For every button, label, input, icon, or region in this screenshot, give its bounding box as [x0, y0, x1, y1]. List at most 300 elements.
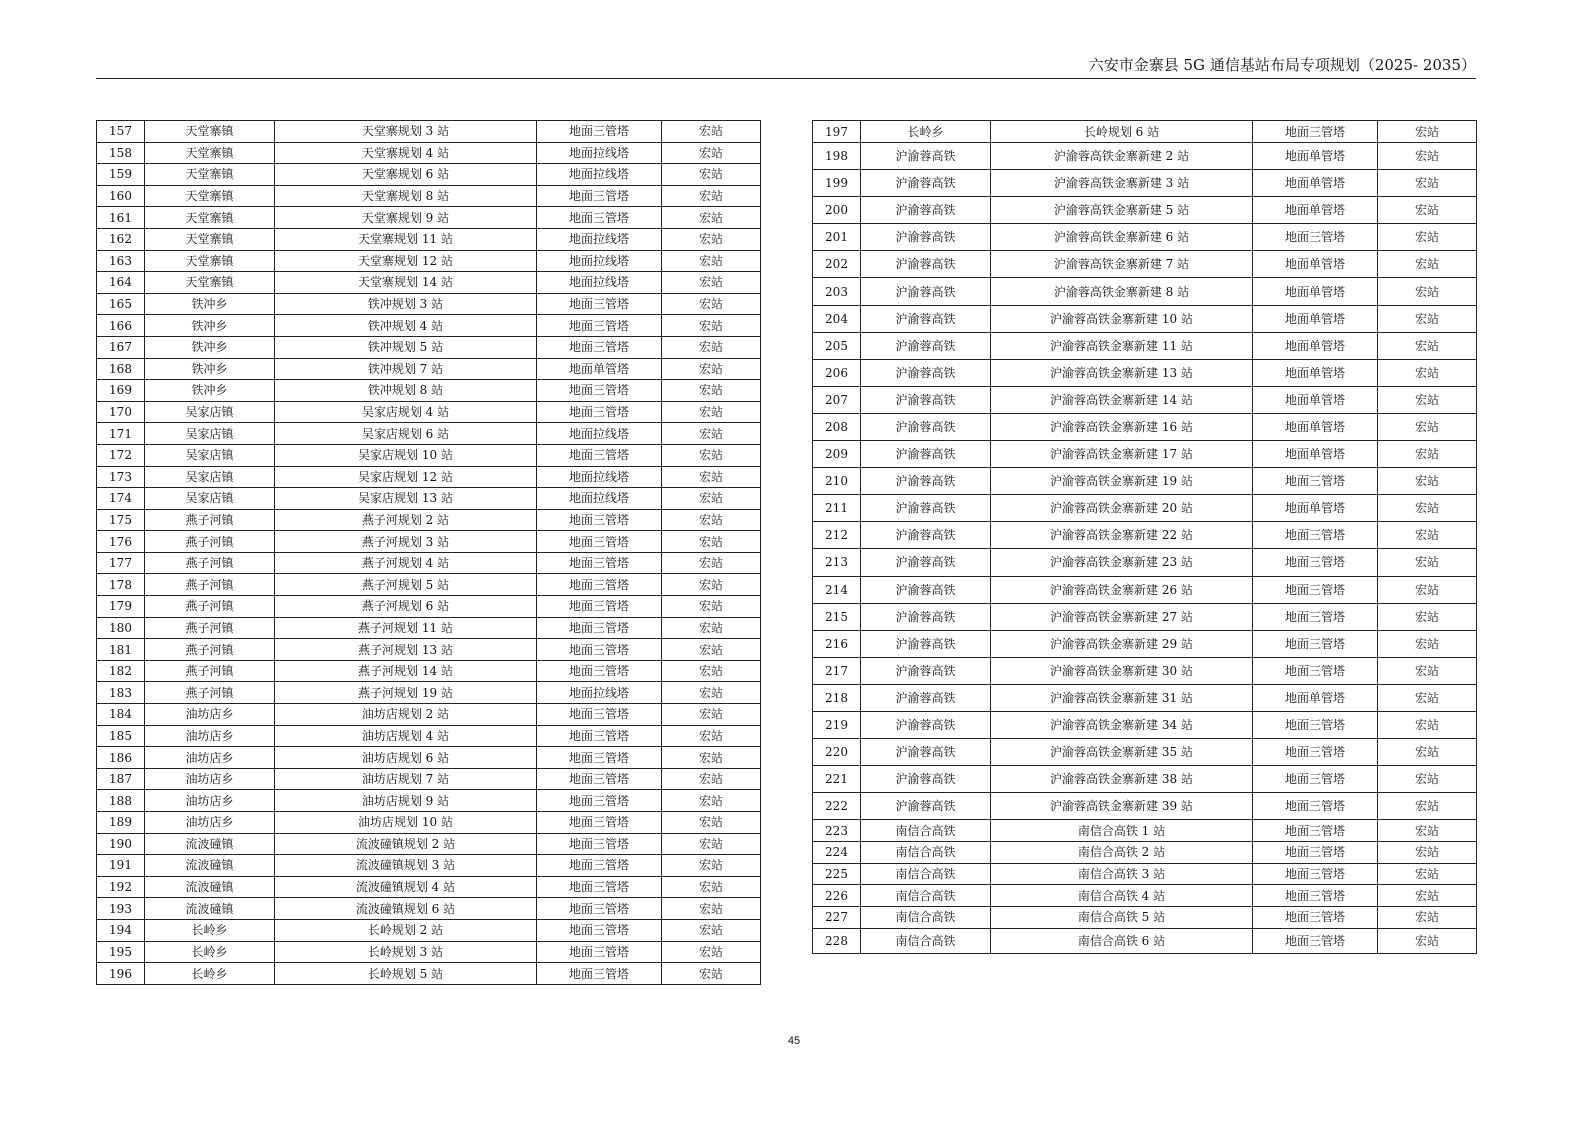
cell-tower-type: 地面拉线塔	[537, 142, 662, 164]
cell-index: 206	[813, 359, 861, 386]
cell-station-type: 宏站	[1378, 170, 1477, 197]
cell-index: 181	[97, 639, 145, 661]
cell-tower-type: 地面三管塔	[1253, 711, 1378, 738]
cell-station-type: 宏站	[662, 704, 761, 726]
cell-index: 214	[813, 576, 861, 603]
cell-township: 燕子河镇	[145, 509, 275, 531]
cell-township: 天堂寨镇	[145, 207, 275, 229]
table-row	[97, 639, 761, 661]
cell-tower-type: 地面单管塔	[1253, 413, 1378, 440]
cell-site-name: 燕子河规划 14 站	[275, 660, 537, 682]
cell-site-name: 吴家店规划 12 站	[275, 466, 537, 488]
cell-township: 南信合高铁	[861, 820, 991, 842]
table-row	[97, 617, 761, 639]
page-number: 45	[787, 1035, 801, 1047]
cell-tower-type: 地面单管塔	[1253, 684, 1378, 711]
cell-township: 南信合高铁	[861, 842, 991, 864]
table-row	[97, 898, 761, 920]
cell-station-type: 宏站	[662, 682, 761, 704]
cell-site-name: 长岭规划 3 站	[275, 941, 537, 963]
cell-site-name: 流波䃥镇规划 6 站	[275, 898, 537, 920]
cell-tower-type: 地面三管塔	[537, 185, 662, 207]
site-table-left	[96, 120, 761, 985]
cell-township: 铁冲乡	[145, 336, 275, 358]
cell-station-type: 宏站	[1378, 332, 1477, 359]
cell-index: 180	[97, 617, 145, 639]
cell-site-name: 沪渝蓉高铁金寨新建 17 站	[991, 441, 1253, 468]
cell-site-name: 天堂寨规划 9 站	[275, 207, 537, 229]
cell-site-name: 流波䃥镇规划 2 站	[275, 833, 537, 855]
cell-station-type: 宏站	[662, 963, 761, 985]
cell-index: 225	[813, 863, 861, 885]
cell-site-name: 沪渝蓉高铁金寨新建 16 站	[991, 413, 1253, 440]
cell-site-name: 吴家店规划 6 站	[275, 423, 537, 445]
cell-tower-type: 地面三管塔	[537, 380, 662, 402]
cell-index: 186	[97, 747, 145, 769]
table-row	[97, 293, 761, 315]
cell-station-type: 宏站	[1378, 251, 1477, 278]
cell-index: 177	[97, 552, 145, 574]
cell-index: 178	[97, 574, 145, 596]
cell-site-name: 燕子河规划 5 站	[275, 574, 537, 596]
cell-index: 190	[97, 833, 145, 855]
cell-township: 南信合高铁	[861, 863, 991, 885]
table-row	[813, 603, 1477, 630]
cell-township: 油坊店乡	[145, 790, 275, 812]
cell-township: 燕子河镇	[145, 639, 275, 661]
cell-station-type: 宏站	[1378, 630, 1477, 657]
cell-site-name: 沪渝蓉高铁金寨新建 35 站	[991, 739, 1253, 766]
cell-site-name: 沪渝蓉高铁金寨新建 10 站	[991, 305, 1253, 332]
cell-tower-type: 地面三管塔	[537, 855, 662, 877]
cell-tower-type: 地面拉线塔	[537, 228, 662, 250]
cell-site-name: 天堂寨规划 4 站	[275, 142, 537, 164]
cell-site-name: 长岭规划 5 站	[275, 963, 537, 985]
cell-township: 燕子河镇	[145, 660, 275, 682]
cell-station-type: 宏站	[1378, 657, 1477, 684]
cell-index: 175	[97, 509, 145, 531]
cell-tower-type: 地面拉线塔	[537, 682, 662, 704]
cell-index: 212	[813, 522, 861, 549]
cell-site-name: 南信合高铁 6 站	[991, 928, 1253, 953]
table-row	[97, 207, 761, 229]
cell-township: 天堂寨镇	[145, 272, 275, 294]
cell-index: 207	[813, 386, 861, 413]
cell-site-name: 天堂寨规划 14 站	[275, 272, 537, 294]
cell-station-type: 宏站	[1378, 278, 1477, 305]
cell-site-name: 燕子河规划 13 站	[275, 639, 537, 661]
cell-station-type: 宏站	[1378, 603, 1477, 630]
cell-station-type: 宏站	[1378, 224, 1477, 251]
table-row	[813, 522, 1477, 549]
cell-station-type: 宏站	[662, 444, 761, 466]
cell-site-name: 油坊店规划 2 站	[275, 704, 537, 726]
table-row	[97, 466, 761, 488]
cell-tower-type: 地面单管塔	[1253, 441, 1378, 468]
cell-township: 油坊店乡	[145, 768, 275, 790]
cell-station-type: 宏站	[1378, 863, 1477, 885]
cell-station-type: 宏站	[1378, 522, 1477, 549]
cell-station-type: 宏站	[662, 768, 761, 790]
table-row	[813, 928, 1477, 953]
cell-township: 天堂寨镇	[145, 228, 275, 250]
cell-township: 沪渝蓉高铁	[861, 386, 991, 413]
cell-station-type: 宏站	[662, 919, 761, 941]
cell-site-name: 天堂寨规划 8 站	[275, 185, 537, 207]
cell-index: 182	[97, 660, 145, 682]
table-row	[97, 509, 761, 531]
cell-tower-type: 地面三管塔	[1253, 842, 1378, 864]
cell-station-type: 宏站	[662, 401, 761, 423]
cell-station-type: 宏站	[662, 833, 761, 855]
table-row	[97, 833, 761, 855]
cell-index: 215	[813, 603, 861, 630]
cell-township: 沪渝蓉高铁	[861, 170, 991, 197]
cell-tower-type: 地面三管塔	[537, 596, 662, 618]
table-row	[97, 855, 761, 877]
cell-tower-type: 地面三管塔	[1253, 603, 1378, 630]
cell-township: 沪渝蓉高铁	[861, 143, 991, 170]
table-row	[97, 552, 761, 574]
cell-site-name: 沪渝蓉高铁金寨新建 23 站	[991, 549, 1253, 576]
cell-township: 油坊店乡	[145, 725, 275, 747]
cell-tower-type: 地面三管塔	[537, 531, 662, 553]
cell-station-type: 宏站	[662, 207, 761, 229]
cell-township: 铁冲乡	[145, 293, 275, 315]
table-row	[97, 488, 761, 510]
cell-index: 170	[97, 401, 145, 423]
cell-station-type: 宏站	[662, 423, 761, 445]
cell-station-type: 宏站	[662, 358, 761, 380]
cell-station-type: 宏站	[1378, 907, 1477, 929]
table-row	[97, 444, 761, 466]
cell-township: 沪渝蓉高铁	[861, 549, 991, 576]
cell-tower-type: 地面三管塔	[1253, 863, 1378, 885]
cell-tower-type: 地面三管塔	[537, 617, 662, 639]
table-row	[97, 185, 761, 207]
cell-township: 沪渝蓉高铁	[861, 278, 991, 305]
cell-site-name: 天堂寨规划 6 站	[275, 164, 537, 186]
cell-station-type: 宏站	[1378, 793, 1477, 820]
cell-township: 燕子河镇	[145, 574, 275, 596]
cell-tower-type: 地面三管塔	[537, 833, 662, 855]
cell-index: 167	[97, 336, 145, 358]
cell-tower-type: 地面三管塔	[1253, 820, 1378, 842]
cell-tower-type: 地面三管塔	[537, 639, 662, 661]
cell-township: 长岭乡	[145, 941, 275, 963]
cell-tower-type: 地面三管塔	[537, 876, 662, 898]
cell-station-type: 宏站	[662, 725, 761, 747]
table-row	[97, 682, 761, 704]
cell-site-name: 沪渝蓉高铁金寨新建 14 站	[991, 386, 1253, 413]
cell-township: 燕子河镇	[145, 682, 275, 704]
site-table-right	[812, 120, 1477, 954]
cell-station-type: 宏站	[662, 639, 761, 661]
table-row	[813, 863, 1477, 885]
cell-index: 203	[813, 278, 861, 305]
cell-index: 202	[813, 251, 861, 278]
cell-tower-type: 地面三管塔	[537, 552, 662, 574]
cell-station-type: 宏站	[1378, 495, 1477, 522]
cell-site-name: 天堂寨规划 3 站	[275, 121, 537, 143]
cell-index: 228	[813, 928, 861, 953]
table-row	[813, 630, 1477, 657]
cell-tower-type: 地面三管塔	[537, 747, 662, 769]
cell-index: 165	[97, 293, 145, 315]
table-row	[97, 380, 761, 402]
cell-township: 吴家店镇	[145, 466, 275, 488]
cell-tower-type: 地面拉线塔	[537, 250, 662, 272]
cell-station-type: 宏站	[1378, 197, 1477, 224]
cell-station-type: 宏站	[662, 293, 761, 315]
cell-index: 210	[813, 468, 861, 495]
cell-site-name: 燕子河规划 11 站	[275, 617, 537, 639]
cell-station-type: 宏站	[662, 941, 761, 963]
cell-index: 166	[97, 315, 145, 337]
table-row	[813, 842, 1477, 864]
cell-station-type: 宏站	[662, 660, 761, 682]
cell-tower-type: 地面三管塔	[537, 812, 662, 834]
cell-tower-type: 地面拉线塔	[537, 488, 662, 510]
cell-index: 169	[97, 380, 145, 402]
cell-site-name: 南信合高铁 3 站	[991, 863, 1253, 885]
cell-station-type: 宏站	[1378, 386, 1477, 413]
cell-site-name: 沪渝蓉高铁金寨新建 29 站	[991, 630, 1253, 657]
cell-township: 天堂寨镇	[145, 142, 275, 164]
cell-station-type: 宏站	[662, 315, 761, 337]
cell-township: 天堂寨镇	[145, 121, 275, 143]
table-row	[813, 413, 1477, 440]
cell-index: 176	[97, 531, 145, 553]
cell-tower-type: 地面三管塔	[537, 768, 662, 790]
cell-index: 187	[97, 768, 145, 790]
cell-site-name: 南信合高铁 2 站	[991, 842, 1253, 864]
cell-station-type: 宏站	[662, 812, 761, 834]
cell-tower-type: 地面三管塔	[1253, 522, 1378, 549]
cell-station-type: 宏站	[1378, 739, 1477, 766]
cell-township: 流波䃥镇	[145, 898, 275, 920]
cell-tower-type: 地面三管塔	[537, 207, 662, 229]
cell-tower-type: 地面三管塔	[537, 121, 662, 143]
cell-index: 213	[813, 549, 861, 576]
cell-index: 184	[97, 704, 145, 726]
cell-index: 223	[813, 820, 861, 842]
cell-station-type: 宏站	[662, 552, 761, 574]
cell-township: 天堂寨镇	[145, 250, 275, 272]
cell-index: 162	[97, 228, 145, 250]
cell-tower-type: 地面三管塔	[1253, 885, 1378, 907]
cell-township: 沪渝蓉高铁	[861, 359, 991, 386]
cell-index: 158	[97, 142, 145, 164]
table-row	[813, 576, 1477, 603]
cell-station-type: 宏站	[662, 876, 761, 898]
cell-station-type: 宏站	[662, 121, 761, 143]
cell-site-name: 燕子河规划 4 站	[275, 552, 537, 574]
cell-township: 油坊店乡	[145, 812, 275, 834]
cell-tower-type: 地面单管塔	[1253, 332, 1378, 359]
cell-tower-type: 地面三管塔	[1253, 657, 1378, 684]
cell-tower-type: 地面单管塔	[1253, 143, 1378, 170]
cell-station-type: 宏站	[662, 185, 761, 207]
cell-tower-type: 地面三管塔	[537, 704, 662, 726]
cell-index: 174	[97, 488, 145, 510]
cell-station-type: 宏站	[662, 488, 761, 510]
cell-index: 157	[97, 121, 145, 143]
table-row	[813, 305, 1477, 332]
cell-site-name: 沪渝蓉高铁金寨新建 8 站	[991, 278, 1253, 305]
table-row	[813, 657, 1477, 684]
cell-index: 199	[813, 170, 861, 197]
cell-index: 200	[813, 197, 861, 224]
cell-index: 205	[813, 332, 861, 359]
cell-index: 173	[97, 466, 145, 488]
cell-site-name: 油坊店规划 4 站	[275, 725, 537, 747]
cell-site-name: 沪渝蓉高铁金寨新建 38 站	[991, 766, 1253, 793]
cell-tower-type: 地面三管塔	[537, 293, 662, 315]
cell-station-type: 宏站	[1378, 684, 1477, 711]
cell-index: 204	[813, 305, 861, 332]
table-row	[97, 919, 761, 941]
cell-tower-type: 地面单管塔	[1253, 495, 1378, 522]
cell-township: 长岭乡	[145, 919, 275, 941]
cell-station-type: 宏站	[1378, 359, 1477, 386]
cell-site-name: 长岭规划 2 站	[275, 919, 537, 941]
cell-tower-type: 地面三管塔	[537, 941, 662, 963]
cell-tower-type: 地面单管塔	[1253, 305, 1378, 332]
cell-township: 燕子河镇	[145, 617, 275, 639]
cell-site-name: 油坊店规划 10 站	[275, 812, 537, 834]
cell-tower-type: 地面三管塔	[537, 574, 662, 596]
cell-township: 沪渝蓉高铁	[861, 711, 991, 738]
cell-tower-type: 地面三管塔	[1253, 630, 1378, 657]
cell-index: 171	[97, 423, 145, 445]
cell-index: 172	[97, 444, 145, 466]
header-divider	[96, 78, 1476, 79]
cell-station-type: 宏站	[662, 380, 761, 402]
cell-index: 168	[97, 358, 145, 380]
table-row	[813, 143, 1477, 170]
cell-station-type: 宏站	[662, 228, 761, 250]
table-row	[813, 278, 1477, 305]
cell-station-type: 宏站	[662, 250, 761, 272]
cell-site-name: 沪渝蓉高铁金寨新建 5 站	[991, 197, 1253, 224]
cell-site-name: 燕子河规划 19 站	[275, 682, 537, 704]
cell-township: 沪渝蓉高铁	[861, 793, 991, 820]
cell-tower-type: 地面三管塔	[537, 660, 662, 682]
cell-tower-type: 地面单管塔	[1253, 170, 1378, 197]
cell-index: 161	[97, 207, 145, 229]
cell-station-type: 宏站	[1378, 143, 1477, 170]
cell-township: 燕子河镇	[145, 552, 275, 574]
cell-index: 192	[97, 876, 145, 898]
cell-site-name: 燕子河规划 6 站	[275, 596, 537, 618]
cell-site-name: 沪渝蓉高铁金寨新建 20 站	[991, 495, 1253, 522]
cell-index: 222	[813, 793, 861, 820]
table-row	[813, 359, 1477, 386]
table-row	[813, 224, 1477, 251]
cell-township: 沪渝蓉高铁	[861, 332, 991, 359]
table-row	[97, 876, 761, 898]
cell-site-name: 沪渝蓉高铁金寨新建 13 站	[991, 359, 1253, 386]
cell-township: 吴家店镇	[145, 401, 275, 423]
cell-tower-type: 地面三管塔	[1253, 224, 1378, 251]
cell-index: 196	[97, 963, 145, 985]
cell-station-type: 宏站	[1378, 441, 1477, 468]
cell-township: 南信合高铁	[861, 907, 991, 929]
cell-station-type: 宏站	[662, 509, 761, 531]
table-row	[813, 711, 1477, 738]
cell-site-name: 铁冲规划 7 站	[275, 358, 537, 380]
cell-site-name: 沪渝蓉高铁金寨新建 6 站	[991, 224, 1253, 251]
cell-station-type: 宏站	[1378, 305, 1477, 332]
cell-township: 铁冲乡	[145, 380, 275, 402]
cell-tower-type: 地面三管塔	[537, 963, 662, 985]
cell-township: 铁冲乡	[145, 358, 275, 380]
cell-township: 沪渝蓉高铁	[861, 468, 991, 495]
table-row	[97, 358, 761, 380]
cell-station-type: 宏站	[1378, 121, 1477, 143]
cell-tower-type: 地面三管塔	[1253, 576, 1378, 603]
table-row	[97, 790, 761, 812]
cell-station-type: 宏站	[662, 790, 761, 812]
cell-index: 164	[97, 272, 145, 294]
table-row	[813, 766, 1477, 793]
cell-tower-type: 地面三管塔	[1253, 121, 1378, 143]
cell-index: 197	[813, 121, 861, 143]
cell-tower-type: 地面三管塔	[1253, 739, 1378, 766]
table-row	[813, 793, 1477, 820]
cell-site-name: 燕子河规划 3 站	[275, 531, 537, 553]
cell-index: 226	[813, 885, 861, 907]
cell-township: 油坊店乡	[145, 747, 275, 769]
cell-tower-type: 地面三管塔	[537, 898, 662, 920]
table-row	[813, 386, 1477, 413]
table-row	[97, 315, 761, 337]
cell-site-name: 沪渝蓉高铁金寨新建 22 站	[991, 522, 1253, 549]
cell-township: 南信合高铁	[861, 928, 991, 953]
table-row	[813, 907, 1477, 929]
cell-station-type: 宏站	[1378, 468, 1477, 495]
cell-station-type: 宏站	[662, 574, 761, 596]
cell-station-type: 宏站	[662, 596, 761, 618]
cell-township: 燕子河镇	[145, 596, 275, 618]
cell-township: 沪渝蓉高铁	[861, 684, 991, 711]
cell-site-name: 南信合高铁 4 站	[991, 885, 1253, 907]
cell-site-name: 油坊店规划 9 站	[275, 790, 537, 812]
cell-index: 163	[97, 250, 145, 272]
cell-township: 南信合高铁	[861, 885, 991, 907]
table-row	[97, 812, 761, 834]
cell-index: 224	[813, 842, 861, 864]
table-row	[97, 660, 761, 682]
cell-station-type: 宏站	[1378, 885, 1477, 907]
table-row	[97, 963, 761, 985]
table-row	[97, 164, 761, 186]
cell-township: 沪渝蓉高铁	[861, 522, 991, 549]
cell-site-name: 油坊店规划 6 站	[275, 747, 537, 769]
cell-township: 沪渝蓉高铁	[861, 630, 991, 657]
table-row	[97, 747, 761, 769]
table-row	[97, 401, 761, 423]
table-row	[97, 704, 761, 726]
cell-index: 179	[97, 596, 145, 618]
cell-index: 198	[813, 143, 861, 170]
cell-tower-type: 地面三管塔	[537, 315, 662, 337]
cell-site-name: 铁冲规划 3 站	[275, 293, 537, 315]
table-row	[97, 768, 761, 790]
cell-township: 吴家店镇	[145, 444, 275, 466]
cell-tower-type: 地面三管塔	[537, 725, 662, 747]
